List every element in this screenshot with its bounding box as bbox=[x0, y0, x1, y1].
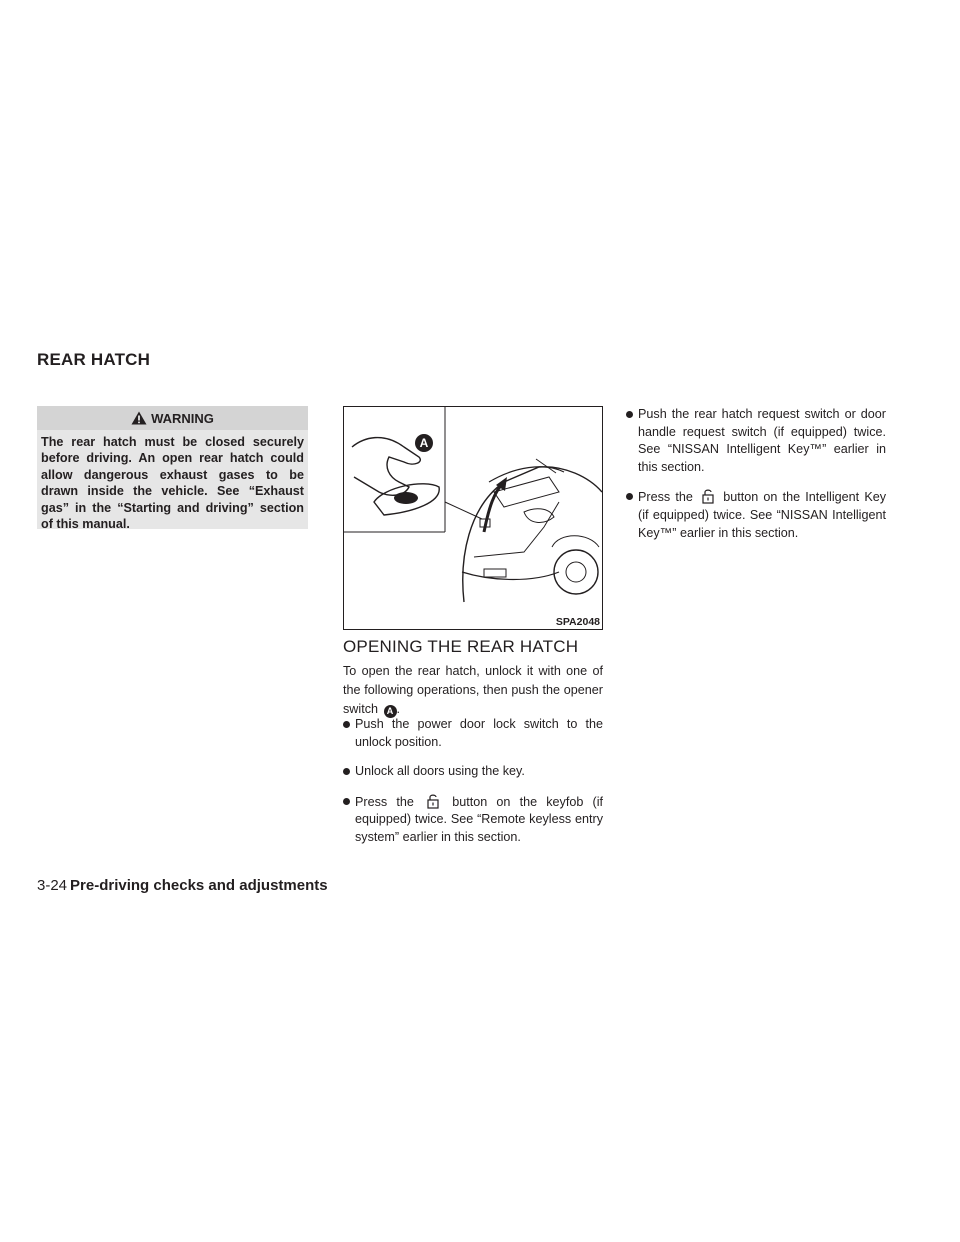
list-item-text: Unlock all doors using the key. bbox=[355, 764, 525, 779]
subsection-heading: OPENING THE REAR HATCH bbox=[343, 637, 579, 656]
list-item bbox=[343, 793, 603, 847]
intro-paragraph bbox=[343, 662, 603, 719]
warning-header bbox=[37, 406, 308, 430]
list-item bbox=[626, 406, 886, 476]
svg-text:A: A bbox=[419, 436, 429, 450]
chapter-title: Pre-driving checks and adjustments bbox=[70, 877, 328, 894]
list-item-text-post: button on the keyfob (if equipped) twice. See “Remote keyless entry system” earlier in this section. bbox=[355, 794, 604, 844]
rear-hatch-drawing bbox=[344, 407, 602, 629]
warning-triangle-icon bbox=[131, 411, 147, 425]
list-item-text: Push the power door lock switch to the unlock position. bbox=[355, 717, 603, 749]
warning-box bbox=[37, 406, 308, 532]
unlock-button-icon bbox=[702, 488, 714, 504]
opening-methods-list bbox=[343, 716, 603, 859]
figure-code: SPA2048 bbox=[555, 616, 600, 628]
list-item bbox=[626, 488, 886, 542]
list-item-text-pre: Press the bbox=[638, 490, 693, 505]
warning-text: The rear hatch must be closed securely before driving. An open rear hatch could allow dangerous exhaust gases to be drawn inside the vehicle. See “Exhaust gas” in the “Starting and driving” section of this manual. bbox=[41, 435, 304, 532]
bullet-icon bbox=[343, 768, 350, 775]
list-item-text-post: button on the Intelligent Key (if equipped) twice. See “NISSAN Intelligent Key™” earlier in this section. bbox=[638, 490, 887, 540]
bullet-icon bbox=[626, 493, 633, 500]
list-item bbox=[343, 716, 603, 751]
callout-a-icon: A bbox=[384, 705, 397, 718]
bullet-icon bbox=[343, 721, 350, 728]
warning-label: WARNING bbox=[151, 410, 214, 426]
rear-hatch-illustration bbox=[343, 406, 603, 630]
list-item bbox=[343, 763, 603, 781]
section-title: REAR HATCH bbox=[37, 350, 151, 369]
page-footer bbox=[37, 877, 328, 894]
intro-text: To open the rear hatch, unlock it with one of the following operations, then push the opener switch bbox=[343, 664, 603, 716]
bullet-icon bbox=[626, 411, 633, 418]
unlock-button-icon bbox=[427, 793, 439, 809]
list-item-text: Push the rear hatch request switch or door handle request switch (if equipped) twice. See “NISSAN Intelligent Key™” earlier in this section. bbox=[638, 407, 886, 474]
bullet-icon bbox=[343, 798, 350, 805]
page-number: 3-24 bbox=[37, 877, 68, 894]
intelligent-key-methods-list bbox=[626, 406, 886, 554]
list-item-text-pre: Press the bbox=[355, 794, 414, 809]
intro-end: . bbox=[396, 702, 400, 716]
